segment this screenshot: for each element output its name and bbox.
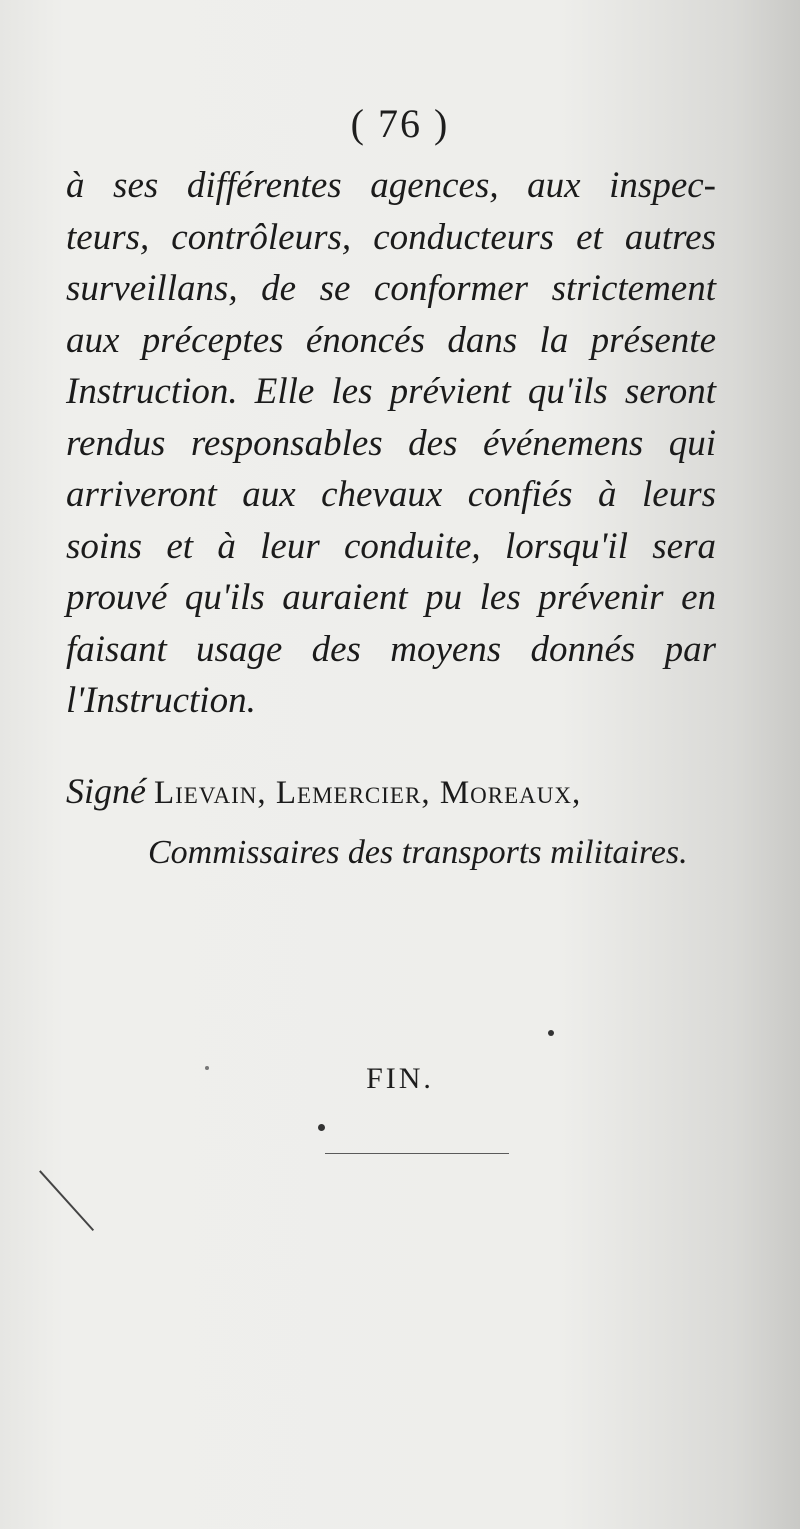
ink-speck xyxy=(205,1066,209,1070)
signatory-names: Lievain, Lemercier, Moreaux, xyxy=(153,775,582,811)
text-line: soins et à leur conduite, lorsqu'il sera xyxy=(66,525,716,567)
page-number: ( 76 ) xyxy=(350,101,450,146)
text-line: faisant usage des moyens donnés par xyxy=(66,628,716,670)
text-line: prouvé qu'ils auraient pu les prévenir en xyxy=(66,577,716,618)
text-line: teurs, contrôleurs, conducteurs et autres xyxy=(66,216,716,258)
text-line: rendus responsables des événemens qui xyxy=(66,422,716,464)
body-paragraph xyxy=(66,160,716,727)
commission-title: Commissaires des transports militaires. xyxy=(148,834,688,871)
paper-scratch xyxy=(39,1170,94,1230)
ink-speck xyxy=(548,1030,554,1036)
text-line: arriveront aux chevaux confiés à leurs xyxy=(66,474,716,515)
text-line: Instruction. Elle les prévient qu'ils seront xyxy=(66,371,716,412)
text-line: surveillans, de se conformer strictement xyxy=(66,268,716,309)
signature-line xyxy=(66,770,726,812)
horizontal-rule xyxy=(325,1153,509,1154)
text-line: l'Instruction. xyxy=(66,680,256,721)
fin-label: FIN. xyxy=(366,1062,434,1095)
ink-speck xyxy=(318,1124,325,1131)
text-line: à ses différentes agences, aux inspec- xyxy=(66,165,716,206)
signe-label: Signé xyxy=(66,771,146,811)
text-line: aux préceptes énoncés dans la présente xyxy=(66,319,716,361)
